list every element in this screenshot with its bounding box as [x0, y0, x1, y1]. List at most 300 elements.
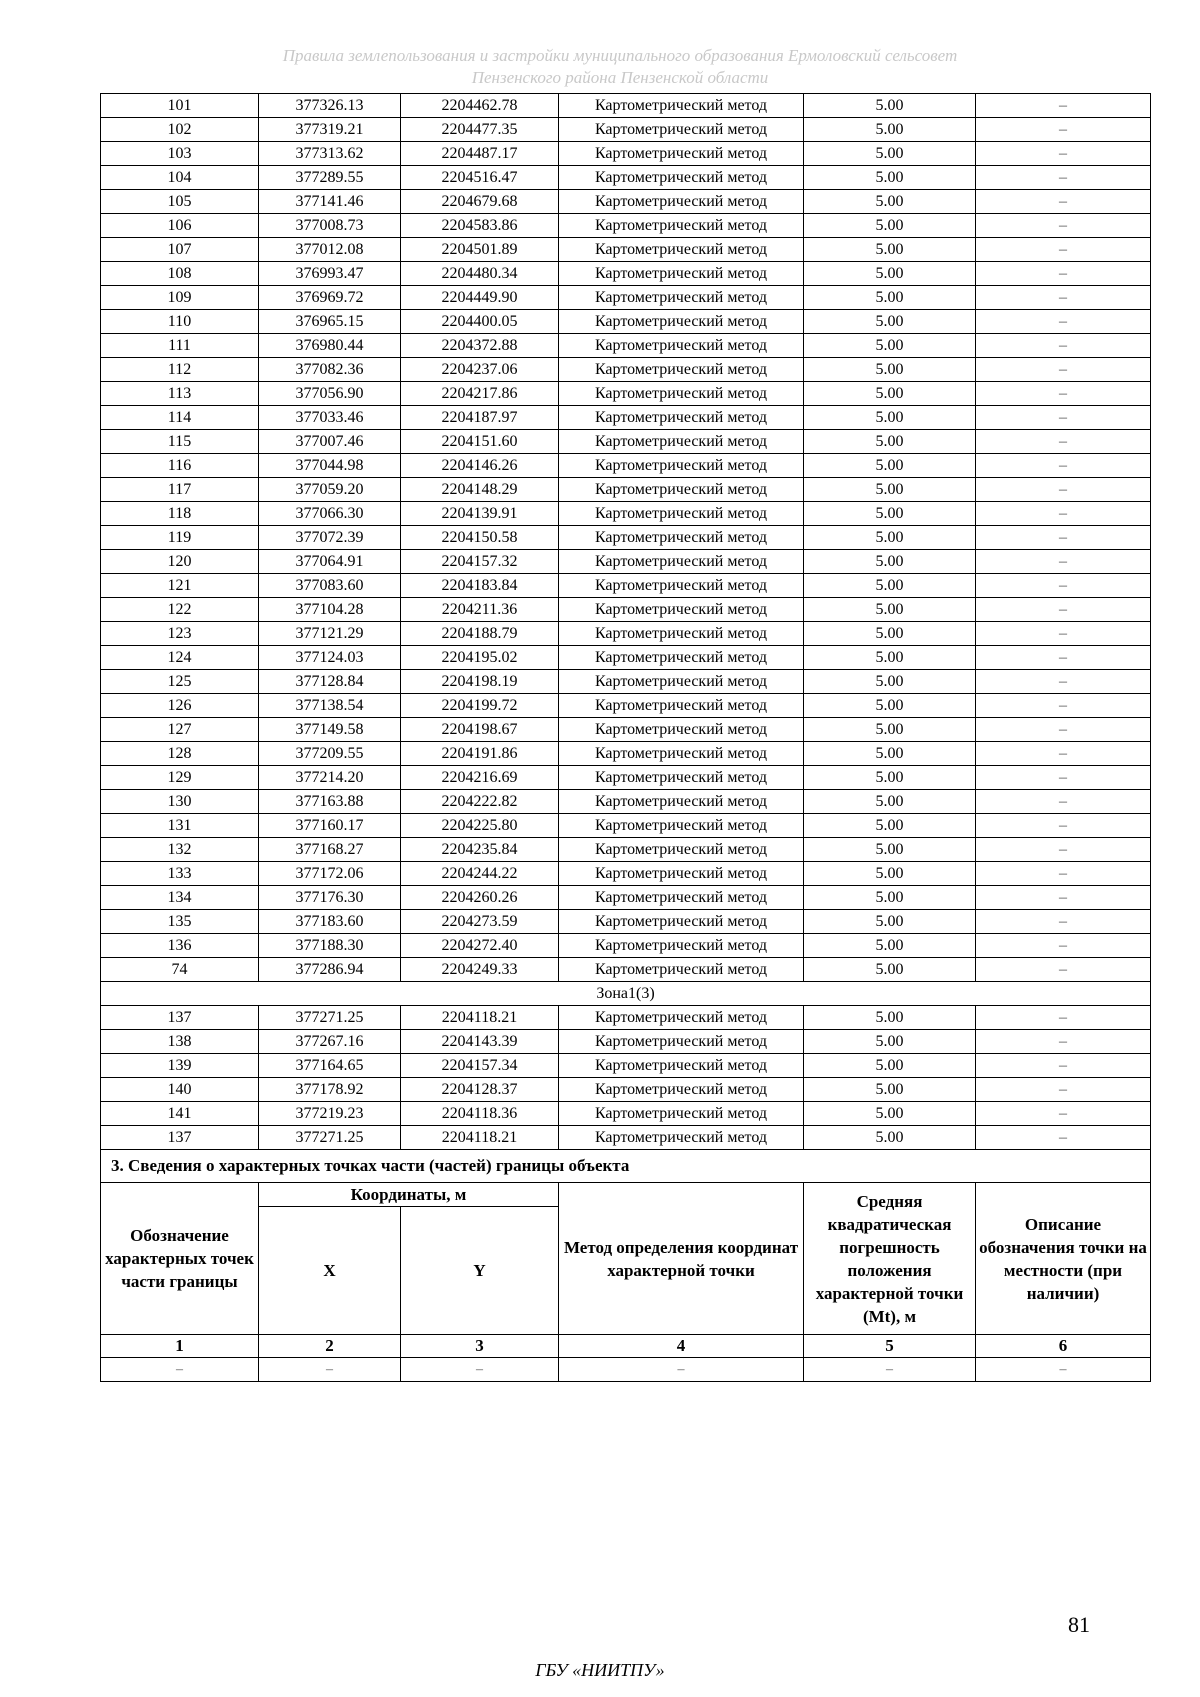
table-row — [101, 958, 1151, 982]
cell-coord-x: 376969.72 — [259, 286, 401, 310]
table-row — [101, 622, 1151, 646]
cell-coord-x: 376965.15 — [259, 310, 401, 334]
cell-coord-y: 2204148.29 — [401, 478, 559, 502]
cell-coord-y: 2204118.21 — [401, 1006, 559, 1030]
cell-description: – — [976, 670, 1151, 694]
empty-cell: – — [976, 1358, 1151, 1382]
col-error-header: Средняя квадратическая погрешность положения характерной точки (Mt), м — [804, 1183, 976, 1335]
cell-description: – — [976, 406, 1151, 430]
table-row — [101, 358, 1151, 382]
cell-coord-x: 377128.84 — [259, 670, 401, 694]
cell-point-id: 129 — [101, 766, 259, 790]
empty-cell: – — [401, 1358, 559, 1382]
cell-error: 5.00 — [804, 814, 976, 838]
table-row — [101, 838, 1151, 862]
cell-coord-x: 377188.30 — [259, 934, 401, 958]
cell-description: – — [976, 334, 1151, 358]
column-number: 4 — [559, 1335, 804, 1358]
cell-description: – — [976, 1030, 1151, 1054]
cell-coord-y: 2204211.36 — [401, 598, 559, 622]
cell-coord-y: 2204143.39 — [401, 1030, 559, 1054]
cell-method: Картометрический метод — [559, 262, 804, 286]
cell-coord-x: 377160.17 — [259, 814, 401, 838]
cell-error: 5.00 — [804, 502, 976, 526]
cell-description: – — [976, 382, 1151, 406]
cell-coord-y: 2204222.82 — [401, 790, 559, 814]
cell-description: – — [976, 910, 1151, 934]
cell-coord-x: 377066.30 — [259, 502, 401, 526]
cell-method: Картометрический метод — [559, 310, 804, 334]
cell-error: 5.00 — [804, 214, 976, 238]
cell-coord-x: 377056.90 — [259, 382, 401, 406]
cell-point-id: 140 — [101, 1078, 259, 1102]
table-row — [101, 262, 1151, 286]
cell-coord-y: 2204237.06 — [401, 358, 559, 382]
cell-coord-x: 376993.47 — [259, 262, 401, 286]
section3-title: 3. Сведения о характерных точках части (частей) границы объекта — [101, 1150, 1151, 1183]
cell-method: Картометрический метод — [559, 910, 804, 934]
cell-error: 5.00 — [804, 1078, 976, 1102]
cell-point-id: 121 — [101, 574, 259, 598]
cell-coord-y: 2204480.34 — [401, 262, 559, 286]
cell-method: Картометрический метод — [559, 1102, 804, 1126]
zone-label: Зона1(3) — [101, 982, 1151, 1006]
cell-error: 5.00 — [804, 1030, 976, 1054]
table-row — [101, 310, 1151, 334]
cell-point-id: 126 — [101, 694, 259, 718]
zone-points-rows — [101, 94, 1151, 982]
table-row — [101, 94, 1151, 118]
cell-coord-x: 377124.03 — [259, 646, 401, 670]
cell-method: Картометрический метод — [559, 862, 804, 886]
cell-description: – — [976, 94, 1151, 118]
cell-coord-x: 377271.25 — [259, 1126, 401, 1150]
cell-coord-x: 377149.58 — [259, 718, 401, 742]
cell-method: Картометрический метод — [559, 358, 804, 382]
cell-error: 5.00 — [804, 910, 976, 934]
cell-description: – — [976, 190, 1151, 214]
cell-coord-x: 377271.25 — [259, 1006, 401, 1030]
cell-coord-x: 377178.92 — [259, 1078, 401, 1102]
cell-point-id: 136 — [101, 934, 259, 958]
cell-method: Картометрический метод — [559, 382, 804, 406]
cell-method: Картометрический метод — [559, 1030, 804, 1054]
cell-coord-x: 377082.36 — [259, 358, 401, 382]
running-header-line2: Пензенского района Пензенской области — [471, 68, 769, 87]
cell-coord-x: 377164.65 — [259, 1054, 401, 1078]
cell-method: Картометрический метод — [559, 886, 804, 910]
cell-point-id: 111 — [101, 334, 259, 358]
table-row — [101, 1126, 1151, 1150]
empty-cell: – — [101, 1358, 259, 1382]
table-row — [101, 526, 1151, 550]
cell-point-id: 135 — [101, 910, 259, 934]
cell-coord-y: 2204273.59 — [401, 910, 559, 934]
table-row — [101, 214, 1151, 238]
col-coords-header: Координаты, м — [259, 1183, 559, 1207]
cell-point-id: 113 — [101, 382, 259, 406]
cell-error: 5.00 — [804, 862, 976, 886]
cell-error: 5.00 — [804, 142, 976, 166]
cell-method: Картометрический метод — [559, 814, 804, 838]
cell-description: – — [976, 574, 1151, 598]
cell-coord-x: 377083.60 — [259, 574, 401, 598]
cell-point-id: 133 — [101, 862, 259, 886]
table-row — [101, 118, 1151, 142]
cell-point-id: 127 — [101, 718, 259, 742]
table-row — [101, 574, 1151, 598]
cell-coord-x: 377008.73 — [259, 214, 401, 238]
cell-method: Картометрический метод — [559, 94, 804, 118]
table-row — [101, 238, 1151, 262]
cell-description: – — [976, 790, 1151, 814]
cell-description: – — [976, 958, 1151, 982]
cell-point-id: 132 — [101, 838, 259, 862]
cell-error: 5.00 — [804, 694, 976, 718]
cell-point-id: 107 — [101, 238, 259, 262]
section3-title-row — [101, 1150, 1151, 1183]
cell-error: 5.00 — [804, 646, 976, 670]
cell-coord-y: 2204198.19 — [401, 670, 559, 694]
cell-method: Картометрический метод — [559, 550, 804, 574]
cell-coord-x: 377064.91 — [259, 550, 401, 574]
cell-description: – — [976, 238, 1151, 262]
cell-coord-y: 2204183.84 — [401, 574, 559, 598]
cell-description: – — [976, 646, 1151, 670]
cell-error: 5.00 — [804, 286, 976, 310]
cell-point-id: 101 — [101, 94, 259, 118]
cell-point-id: 141 — [101, 1102, 259, 1126]
table-row — [101, 646, 1151, 670]
table-row — [101, 286, 1151, 310]
cell-error: 5.00 — [804, 262, 976, 286]
table-row — [101, 910, 1151, 934]
cell-method: Картометрический метод — [559, 454, 804, 478]
cell-coord-x: 377033.46 — [259, 406, 401, 430]
cell-error: 5.00 — [804, 1126, 976, 1150]
cell-point-id: 137 — [101, 1126, 259, 1150]
cell-point-id: 103 — [101, 142, 259, 166]
cell-point-id: 102 — [101, 118, 259, 142]
cell-error: 5.00 — [804, 742, 976, 766]
col-method-header: Метод определения координат характерной точки — [559, 1183, 804, 1335]
column-number: 1 — [101, 1335, 259, 1358]
cell-error: 5.00 — [804, 670, 976, 694]
cell-coord-y: 2204216.69 — [401, 766, 559, 790]
cell-point-id: 118 — [101, 502, 259, 526]
cell-method: Картометрический метод — [559, 574, 804, 598]
cell-coord-x: 377219.23 — [259, 1102, 401, 1126]
cell-description: – — [976, 838, 1151, 862]
table-row — [101, 1030, 1151, 1054]
cell-method: Картометрический метод — [559, 838, 804, 862]
cell-coord-y: 2204244.22 — [401, 862, 559, 886]
cell-method: Картометрический метод — [559, 1078, 804, 1102]
cell-coord-x: 377059.20 — [259, 478, 401, 502]
cell-error: 5.00 — [804, 334, 976, 358]
cell-point-id: 139 — [101, 1054, 259, 1078]
cell-description: – — [976, 550, 1151, 574]
cell-method: Картометрический метод — [559, 166, 804, 190]
cell-method: Картометрический метод — [559, 1126, 804, 1150]
cell-method: Картометрический метод — [559, 286, 804, 310]
cell-coord-y: 2204198.67 — [401, 718, 559, 742]
table-row — [101, 142, 1151, 166]
column-number: 2 — [259, 1335, 401, 1358]
cell-point-id: 110 — [101, 310, 259, 334]
cell-method: Картометрический метод — [559, 502, 804, 526]
cell-description: – — [976, 886, 1151, 910]
cell-coord-x: 377214.20 — [259, 766, 401, 790]
cell-method: Картометрический метод — [559, 118, 804, 142]
cell-point-id: 137 — [101, 1006, 259, 1030]
cell-method: Картометрический метод — [559, 526, 804, 550]
cell-coord-x: 377267.16 — [259, 1030, 401, 1054]
cell-description: – — [976, 694, 1151, 718]
table-row — [101, 934, 1151, 958]
cell-description: – — [976, 454, 1151, 478]
cell-error: 5.00 — [804, 622, 976, 646]
cell-error: 5.00 — [804, 478, 976, 502]
cell-point-id: 120 — [101, 550, 259, 574]
cell-point-id: 122 — [101, 598, 259, 622]
cell-error: 5.00 — [804, 958, 976, 982]
cell-coord-x: 377209.55 — [259, 742, 401, 766]
cell-coord-y: 2204191.86 — [401, 742, 559, 766]
cell-point-id: 134 — [101, 886, 259, 910]
cell-description: – — [976, 862, 1151, 886]
table-row — [101, 814, 1151, 838]
cell-error: 5.00 — [804, 526, 976, 550]
table-row — [101, 598, 1151, 622]
table-row — [101, 790, 1151, 814]
zone-row — [101, 982, 1151, 1006]
cell-error: 5.00 — [804, 718, 976, 742]
cell-method: Картометрический метод — [559, 1006, 804, 1030]
cell-coord-y: 2204400.05 — [401, 310, 559, 334]
cell-coord-x: 377141.46 — [259, 190, 401, 214]
cell-method: Картометрический метод — [559, 766, 804, 790]
cell-error: 5.00 — [804, 358, 976, 382]
cell-error: 5.00 — [804, 790, 976, 814]
cell-error: 5.00 — [804, 454, 976, 478]
cell-description: – — [976, 430, 1151, 454]
cell-coord-y: 2204679.68 — [401, 190, 559, 214]
cell-coord-y: 2204477.35 — [401, 118, 559, 142]
cell-coord-x: 377121.29 — [259, 622, 401, 646]
col-desc-header: Описание обозначения точки на местности (при наличии) — [976, 1183, 1151, 1335]
zone1-3-points-rows — [101, 1006, 1151, 1150]
cell-description: – — [976, 166, 1151, 190]
cell-method: Картометрический метод — [559, 406, 804, 430]
cell-description: – — [976, 358, 1151, 382]
cell-point-id: 106 — [101, 214, 259, 238]
cell-point-id: 124 — [101, 646, 259, 670]
cell-method: Картометрический метод — [559, 646, 804, 670]
cell-point-id: 119 — [101, 526, 259, 550]
table-row — [101, 550, 1151, 574]
cell-coord-y: 2204187.97 — [401, 406, 559, 430]
cell-description: – — [976, 142, 1151, 166]
table-row — [101, 766, 1151, 790]
section3-empty-row — [101, 1358, 1151, 1382]
cell-method: Картометрический метод — [559, 742, 804, 766]
cell-error: 5.00 — [804, 166, 976, 190]
cell-point-id: 108 — [101, 262, 259, 286]
empty-cell: – — [804, 1358, 976, 1382]
cell-description: – — [976, 814, 1151, 838]
cell-description: – — [976, 766, 1151, 790]
cell-error: 5.00 — [804, 598, 976, 622]
table-row — [101, 406, 1151, 430]
cell-coord-y: 2204195.02 — [401, 646, 559, 670]
column-number: 5 — [804, 1335, 976, 1358]
cell-point-id: 128 — [101, 742, 259, 766]
table-row — [101, 862, 1151, 886]
table-row — [101, 454, 1151, 478]
cell-description: – — [976, 1054, 1151, 1078]
cell-description: – — [976, 1102, 1151, 1126]
cell-method: Картометрический метод — [559, 622, 804, 646]
table-row — [101, 742, 1151, 766]
cell-coord-x: 377138.54 — [259, 694, 401, 718]
table-row — [101, 1006, 1151, 1030]
table-row — [101, 1078, 1151, 1102]
cell-coord-y: 2204139.91 — [401, 502, 559, 526]
cell-coord-x: 377183.60 — [259, 910, 401, 934]
cell-coord-y: 2204118.36 — [401, 1102, 559, 1126]
cell-coord-y: 2204249.33 — [401, 958, 559, 982]
cell-method: Картометрический метод — [559, 190, 804, 214]
page-number: 81 — [1068, 1612, 1090, 1637]
cell-description: – — [976, 214, 1151, 238]
cell-coord-y: 2204516.47 — [401, 166, 559, 190]
cell-error: 5.00 — [804, 430, 976, 454]
cell-coord-y: 2204462.78 — [401, 94, 559, 118]
running-header-line1: Правила землепользования и застройки муниципального образования Ермоловский сельсовет — [282, 46, 958, 65]
col-point-header: Обозначение характерных точек части границы — [101, 1183, 259, 1335]
cell-method: Картометрический метод — [559, 238, 804, 262]
cell-error: 5.00 — [804, 382, 976, 406]
cell-coord-y: 2204199.72 — [401, 694, 559, 718]
cell-description: – — [976, 118, 1151, 142]
table-row — [101, 430, 1151, 454]
cell-method: Картометрический метод — [559, 142, 804, 166]
cell-description: – — [976, 478, 1151, 502]
cell-coord-y: 2204157.34 — [401, 1054, 559, 1078]
cell-description: – — [976, 934, 1151, 958]
cell-error: 5.00 — [804, 238, 976, 262]
cell-error: 5.00 — [804, 94, 976, 118]
cell-method: Картометрический метод — [559, 694, 804, 718]
cell-coord-y: 2204372.88 — [401, 334, 559, 358]
cell-coord-y: 2204260.26 — [401, 886, 559, 910]
cell-coord-y: 2204150.58 — [401, 526, 559, 550]
cell-coord-x: 377289.55 — [259, 166, 401, 190]
cell-error: 5.00 — [804, 406, 976, 430]
table-row — [101, 1054, 1151, 1078]
cell-coord-y: 2204272.40 — [401, 934, 559, 958]
cell-coord-y: 2204487.17 — [401, 142, 559, 166]
cell-method: Картометрический метод — [559, 790, 804, 814]
cell-error: 5.00 — [804, 1102, 976, 1126]
table-row — [101, 478, 1151, 502]
cell-error: 5.00 — [804, 886, 976, 910]
cell-point-id: 123 — [101, 622, 259, 646]
cell-method: Картометрический метод — [559, 334, 804, 358]
cell-description: – — [976, 742, 1151, 766]
cell-point-id: 116 — [101, 454, 259, 478]
cell-error: 5.00 — [804, 1006, 976, 1030]
cell-method: Картометрический метод — [559, 214, 804, 238]
col-y-header: Y — [401, 1207, 559, 1335]
cell-description: – — [976, 718, 1151, 742]
cell-description: – — [976, 310, 1151, 334]
table-row — [101, 670, 1151, 694]
cell-description: – — [976, 1126, 1151, 1150]
cell-description: – — [976, 1006, 1151, 1030]
table-row — [101, 502, 1151, 526]
cell-coord-y: 2204157.32 — [401, 550, 559, 574]
cell-method: Картометрический метод — [559, 430, 804, 454]
cell-coord-x: 377072.39 — [259, 526, 401, 550]
cell-coord-x: 377012.08 — [259, 238, 401, 262]
table-row — [101, 190, 1151, 214]
table-row — [101, 886, 1151, 910]
page-footer: ГБУ «НИИТПУ» — [535, 1660, 665, 1680]
cell-point-id: 104 — [101, 166, 259, 190]
cell-method: Картометрический метод — [559, 598, 804, 622]
cell-point-id: 105 — [101, 190, 259, 214]
cell-error: 5.00 — [804, 838, 976, 862]
column-number: 6 — [976, 1335, 1151, 1358]
cell-error: 5.00 — [804, 1054, 976, 1078]
cell-description: – — [976, 262, 1151, 286]
cell-description: – — [976, 502, 1151, 526]
cell-coord-x: 377007.46 — [259, 430, 401, 454]
cell-coord-y: 2204449.90 — [401, 286, 559, 310]
cell-error: 5.00 — [804, 550, 976, 574]
cell-coord-x: 377163.88 — [259, 790, 401, 814]
empty-cell: – — [259, 1358, 401, 1382]
cell-coord-y: 2204235.84 — [401, 838, 559, 862]
cell-point-id: 115 — [101, 430, 259, 454]
cell-coord-x: 377172.06 — [259, 862, 401, 886]
cell-coord-y: 2204501.89 — [401, 238, 559, 262]
cell-coord-x: 377286.94 — [259, 958, 401, 982]
cell-method: Картометрический метод — [559, 718, 804, 742]
cell-point-id: 131 — [101, 814, 259, 838]
table-row — [101, 718, 1151, 742]
empty-cell: – — [559, 1358, 804, 1382]
cell-description: – — [976, 526, 1151, 550]
table-row — [101, 382, 1151, 406]
cell-coord-y: 2204128.37 — [401, 1078, 559, 1102]
cell-description: – — [976, 1078, 1151, 1102]
table-row — [101, 694, 1151, 718]
cell-method: Картометрический метод — [559, 934, 804, 958]
cell-method: Картометрический метод — [559, 670, 804, 694]
cell-coord-y: 2204225.80 — [401, 814, 559, 838]
cell-point-id: 117 — [101, 478, 259, 502]
section3-header-row1 — [101, 1183, 1151, 1207]
cell-coord-x: 377319.21 — [259, 118, 401, 142]
cell-error: 5.00 — [804, 766, 976, 790]
column-number: 3 — [401, 1335, 559, 1358]
cell-point-id: 130 — [101, 790, 259, 814]
cell-method: Картометрический метод — [559, 478, 804, 502]
cell-point-id: 109 — [101, 286, 259, 310]
